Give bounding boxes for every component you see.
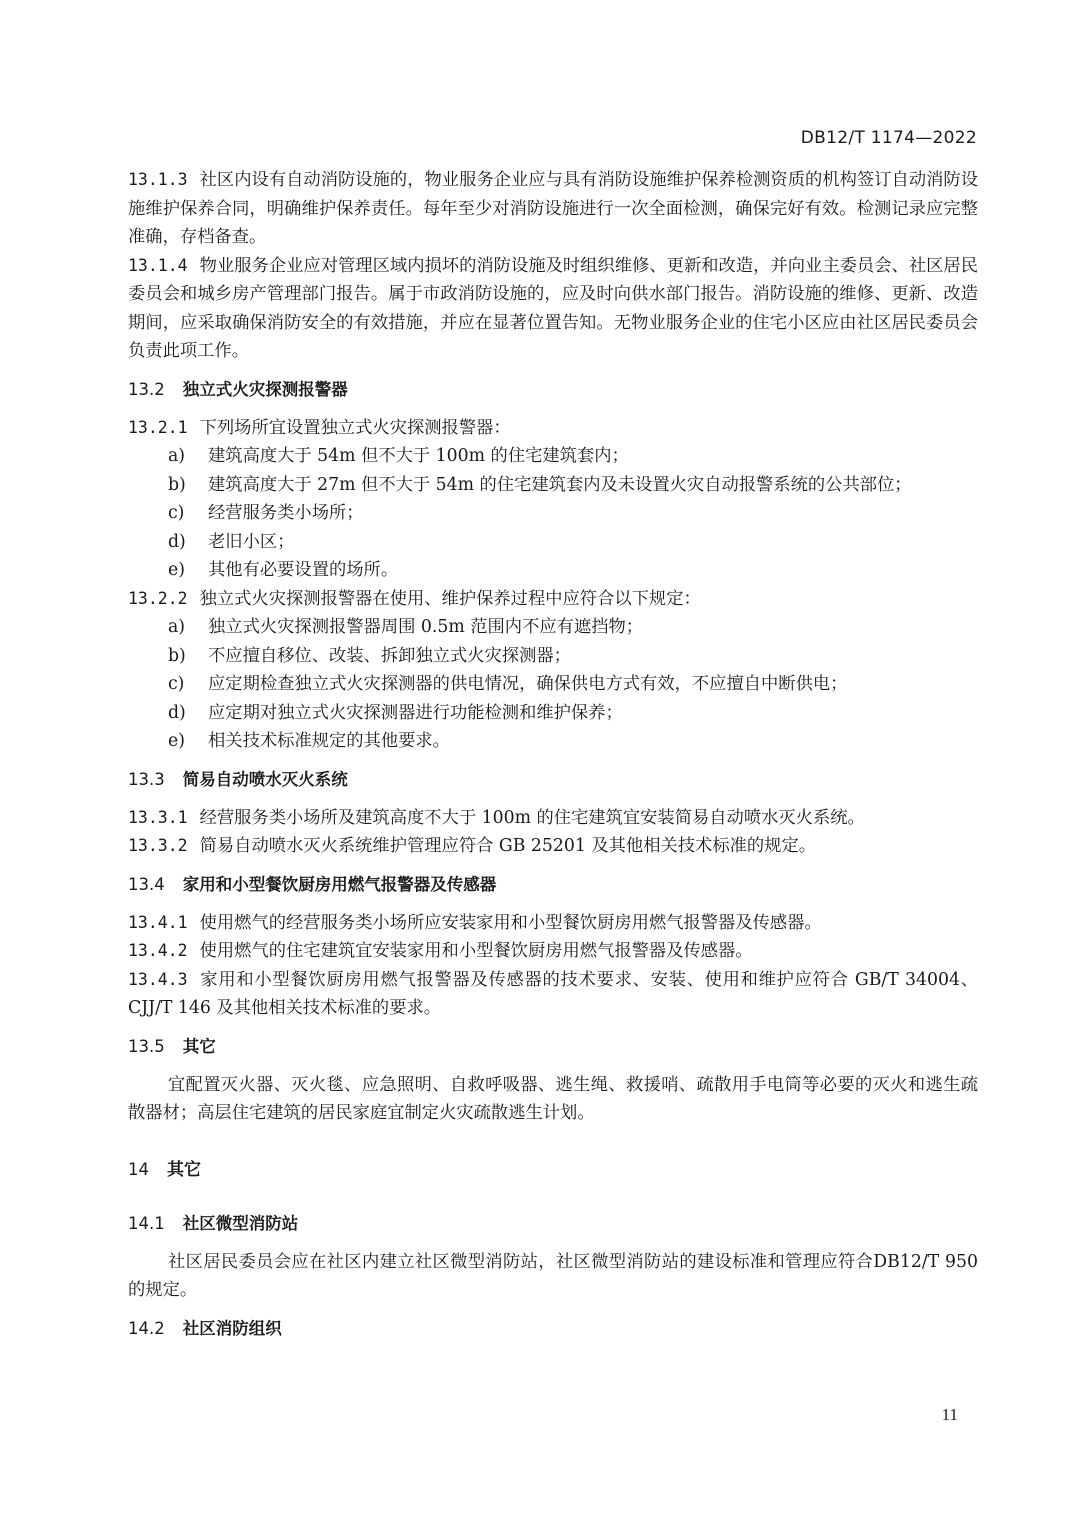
- paragraph-13-5: 宜配置灭火器、灭火毯、应急照明、自救呼吸器、逃生绳、救援哨、疏散用手电筒等必要的灭火和逃生疏散器材；高层住宅建筑的居民家庭宜制定火灾疏散逃生计划。: [128, 1074, 978, 1123]
- clause-number: 13.2.1: [128, 417, 188, 437]
- section-heading-13-2: [128, 376, 978, 404]
- clause-number: 13.3.1: [128, 807, 188, 827]
- list-marker: d): [168, 531, 186, 552]
- list-item: [128, 442, 978, 471]
- chapter-title: 其它: [167, 1159, 201, 1180]
- list-item-text: 建筑高度大于 27m 但不大于 54m 的住宅建筑套内及未设置火灾自动报警系统的公共部位；: [208, 474, 912, 495]
- list-item: [128, 727, 978, 756]
- section-title: 社区微型消防站: [182, 1213, 299, 1233]
- clause-13-3-2: [128, 832, 978, 861]
- clause-13-4-2: [128, 937, 978, 966]
- list-marker: c): [168, 674, 185, 694]
- section-heading-14-1: [128, 1210, 978, 1238]
- list-item: [128, 642, 978, 671]
- section-number: 13.2: [128, 379, 165, 399]
- list-item: [128, 613, 978, 642]
- clause-text: 下列场所宜设置独立式火灾探测报警器：: [199, 417, 511, 438]
- list-item-text: 应定期对独立式火灾探测器进行功能检测和维护保养；: [208, 702, 623, 723]
- section-number: 14.2: [128, 1318, 165, 1338]
- list-marker: e): [168, 731, 185, 751]
- clause-13-1-4: [128, 252, 978, 366]
- section-number: 13.3: [128, 769, 165, 789]
- list-marker: d): [168, 702, 186, 723]
- list-marker: c): [168, 503, 185, 523]
- list-item: [128, 499, 978, 528]
- clause-number: 13.3.2: [128, 836, 188, 855]
- list-item: [128, 528, 978, 557]
- page-number: 11: [941, 1405, 958, 1424]
- list-marker: b): [168, 474, 186, 495]
- list-item-text: 应定期检查独立式火灾探测器的供电情况，确保供电方式有效，不应擅自中断供电；: [208, 674, 848, 694]
- list-marker: b): [168, 645, 186, 666]
- clause-number: 13.2.2: [128, 588, 188, 608]
- section-number: 14.1: [128, 1213, 165, 1233]
- clause-number: 13.4.2: [128, 941, 188, 960]
- clause-13-2-2: [128, 585, 978, 614]
- list-item: [128, 699, 978, 728]
- chapter-number: 14: [128, 1159, 149, 1179]
- document-id: DB12/T 1174—2022: [800, 128, 977, 148]
- clause-text: 物业服务企业应对管理区域内损坏的消防设施及时组织维修、更新和改造，并向业主委员会、社区居民委员会和城乡房产管理部门报告。属于市政消防设施的，应及时向供水部门报告。消防设施的维修、更新、改造期间，应采取确保消防安全的有效措施，并应在显著位置告知。无物业服务企业的住宅小区应由社区居民委员会负责此项工作。: [128, 255, 978, 361]
- list-item: [128, 471, 978, 500]
- list-item-text: 老旧小区；: [208, 531, 295, 552]
- clause-text: 使用燃气的经营服务类小场所应安装家用和小型餐饮厨房用燃气报警器及传感器。: [199, 912, 822, 933]
- clause-text: 家用和小型餐饮厨房用燃气报警器及传感器的技术要求、安装、使用和维护应符合 GB/T 34004、CJJ/T 146 及其他相关技术标准的要求。: [128, 969, 978, 1018]
- list-item-text: 不应擅自移位、改装、拆卸独立式火灾探测器；: [208, 645, 571, 666]
- section-heading-13-4: [128, 871, 978, 899]
- clause-text: 独立式火灾探测报警器在使用、维护保养过程中应符合以下规定：: [199, 588, 701, 609]
- list-item: [128, 670, 978, 699]
- clause-13-4-3: [128, 966, 978, 1023]
- clause-number: 13.4.1: [128, 912, 188, 932]
- list-marker: e): [168, 560, 185, 580]
- section-heading-14-2: [128, 1315, 978, 1343]
- section-number: 13.5: [128, 1036, 165, 1056]
- chapter-heading-14: [128, 1156, 978, 1184]
- list-item-text: 独立式火灾探测报警器周围 0.5m 范围内不应有遮挡物；: [208, 617, 644, 637]
- clause-13-4-1: [128, 909, 978, 938]
- clause-number: 13.1.3: [128, 170, 188, 189]
- clause-13-2-1: [128, 414, 978, 443]
- paragraph-14-1: 社区居民委员会应在社区内建立社区微型消防站，社区微型消防站的建设标准和管理应符合DB12/T 950的规定。: [128, 1251, 978, 1300]
- section-heading-13-5: [128, 1033, 978, 1061]
- section-title: 家用和小型餐饮厨房用燃气报警器及传感器: [182, 874, 497, 894]
- section-number: 13.4: [128, 874, 165, 894]
- list-item-text: 相关技术标准规定的其他要求。: [208, 731, 450, 751]
- section-title: 简易自动喷水灭火系统: [182, 769, 348, 789]
- section-title: 独立式火灾探测报警器: [182, 379, 348, 399]
- list-item-text: 建筑高度大于 54m 但不大于 100m 的住宅建筑套内；: [208, 446, 629, 466]
- clause-text: 经营服务类小场所及建筑高度不大于 100m 的住宅建筑宜安装简易自动喷水灭火系统。: [199, 807, 865, 828]
- page-content: [128, 166, 978, 1353]
- clause-text: 简易自动喷水灭火系统维护管理应符合 GB 25201 及其他相关技术标准的规定。: [199, 836, 817, 856]
- section-title: 其它: [182, 1036, 216, 1056]
- clause-number: 13.4.3: [128, 969, 188, 989]
- list-item-text: 其他有必要设置的场所。: [208, 560, 399, 580]
- list-marker: a): [168, 446, 186, 466]
- clause-13-1-3: [128, 166, 978, 252]
- clause-13-3-1: [128, 804, 978, 833]
- section-title: 社区消防组织: [182, 1318, 282, 1338]
- clause-number: 13.1.4: [128, 255, 188, 275]
- section-heading-13-3: [128, 766, 978, 794]
- list-item: [128, 556, 978, 585]
- list-marker: a): [168, 617, 186, 637]
- list-item-text: 经营服务类小场所；: [208, 503, 364, 523]
- clause-text: 社区内设有自动消防设施的，物业服务企业应与具有消防设施维护保养检测资质的机构签订自动消防设施维护保养合同，明确维护保养责任。每年至少对消防设施进行一次全面检测，确保完好有效。检测记录应完整准确，存档备查。: [128, 170, 978, 247]
- clause-text: 使用燃气的住宅建筑宜安装家用和小型餐饮厨房用燃气报警器及传感器。: [199, 941, 753, 961]
